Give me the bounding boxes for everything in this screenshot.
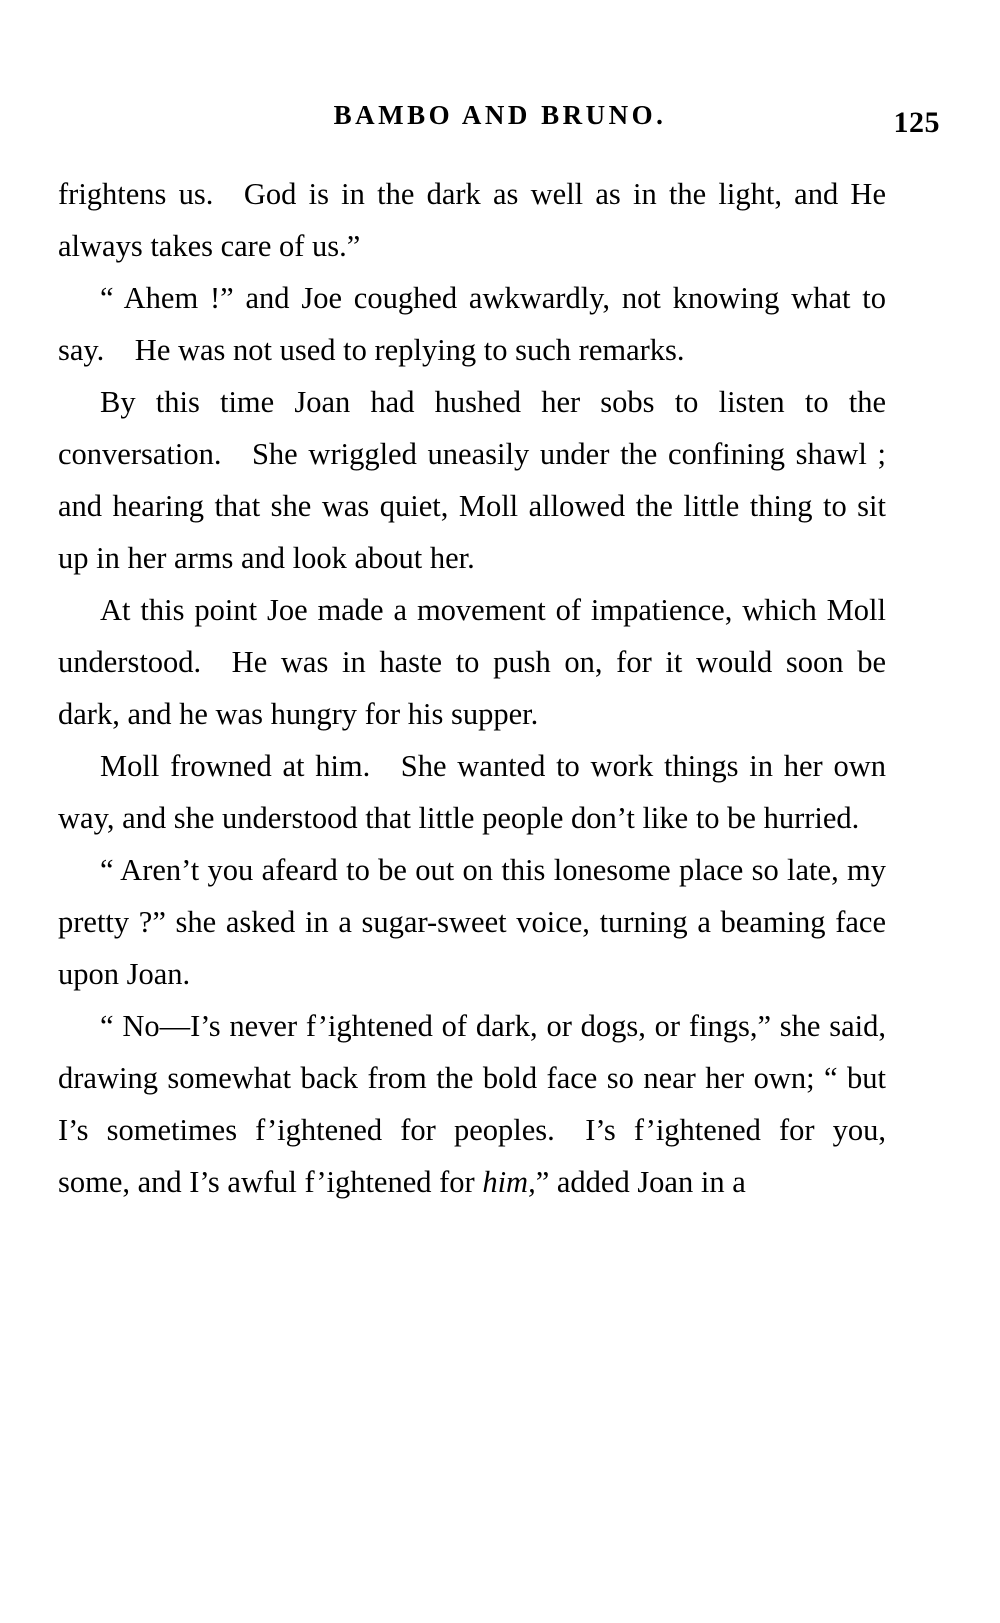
paragraph: At this point Joe made a movement of impatience, which Moll understood. He was in haste to push on, for it would soon be dark, and he was hungry for his supper. bbox=[58, 593, 886, 731]
paragraph: Moll frowned at him. She wanted to work things in her own way, and she understood that little people don’t like to be hurried. bbox=[58, 749, 886, 835]
page-number: 125 bbox=[893, 106, 940, 139]
paragraph: By this time Joan had hushed her sobs to listen to the conversation. She wriggled uneasily under the confining shawl ; and hearing that she was quiet, Moll allowed the little thing to sit up in her arms and look about her. bbox=[58, 385, 886, 575]
page-header bbox=[60, 100, 940, 140]
emphasis-text: him, bbox=[482, 1165, 536, 1199]
paragraph: “ No—I’s never f’ightened of dark, or dogs, or fings,” she said, drawing somewhat back from the bold face so near her own; “ but I’s sometimes f’ightened for peoples. I’s f’ightened for you, some, and I’s awful f’ightened for him,” added Joan in a bbox=[58, 1009, 886, 1199]
running-title: BAMBO AND BRUNO. bbox=[333, 100, 667, 130]
paragraph: frightens us. God is in the dark as well as in the light, and He always takes care of us.” bbox=[58, 177, 886, 263]
body-text bbox=[58, 168, 886, 1208]
paragraph: “ Ahem !” and Joe coughed awkwardly, not knowing what to say. He was not used to replying to such remarks. bbox=[58, 281, 886, 367]
paragraph: “ Aren’t you afeard to be out on this lonesome place so late, my pretty ?” she asked in a sugar-sweet voice, turning a beaming face upon Joan. bbox=[58, 853, 886, 991]
